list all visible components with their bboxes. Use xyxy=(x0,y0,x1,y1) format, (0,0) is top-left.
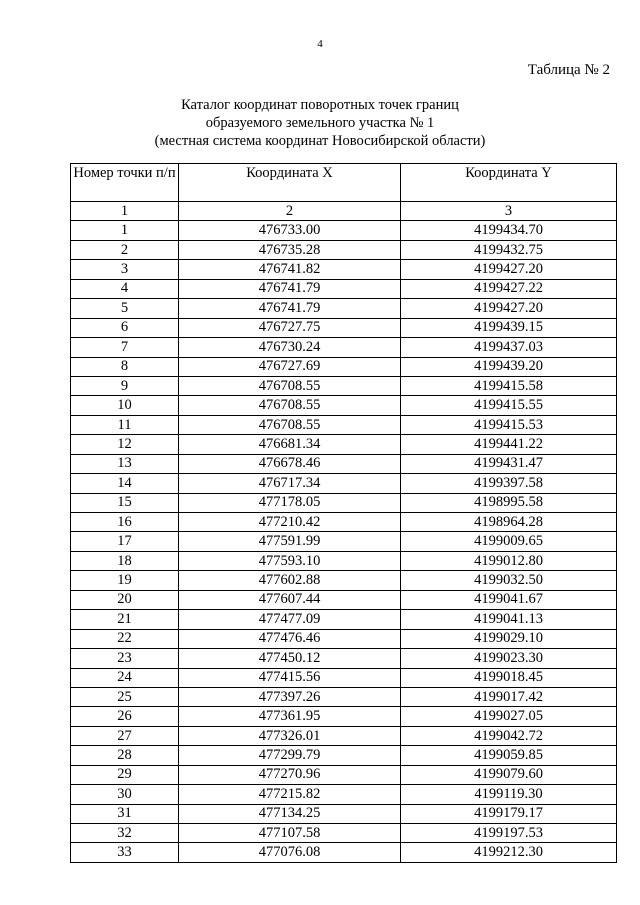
point-number-cell: 29 xyxy=(71,765,179,784)
table-row xyxy=(71,513,617,532)
coordinate-y-cell: 4199439.15 xyxy=(401,318,617,337)
coordinate-x-cell: 476735.28 xyxy=(179,240,401,259)
coordinate-y-cell: 4199017.42 xyxy=(401,687,617,706)
coordinate-x-cell: 477178.05 xyxy=(179,493,401,512)
coordinate-y-cell: 4199059.85 xyxy=(401,746,617,765)
header-coordinate-y: Координата Y xyxy=(401,164,617,202)
point-number-cell: 1 xyxy=(71,221,179,240)
table-row xyxy=(71,765,617,784)
coordinates-table xyxy=(70,163,617,863)
point-number-cell: 3 xyxy=(71,260,179,279)
table-row xyxy=(71,396,617,415)
coordinate-y-cell: 4199027.05 xyxy=(401,707,617,726)
coordinate-x-cell: 477270.96 xyxy=(179,765,401,784)
coordinate-x-cell: 477593.10 xyxy=(179,551,401,570)
point-number-cell: 9 xyxy=(71,376,179,395)
point-number-cell: 24 xyxy=(71,668,179,687)
coordinate-y-cell: 4199415.53 xyxy=(401,415,617,434)
table-row xyxy=(71,299,617,318)
table-row xyxy=(71,804,617,823)
table-row xyxy=(71,551,617,570)
coordinate-x-cell: 476681.34 xyxy=(179,435,401,454)
table-row xyxy=(71,824,617,843)
coordinate-y-cell: 4199009.65 xyxy=(401,532,617,551)
point-number-cell: 26 xyxy=(71,707,179,726)
coordinate-x-cell: 476741.79 xyxy=(179,279,401,298)
coordinate-y-cell: 4199119.30 xyxy=(401,785,617,804)
table-row xyxy=(71,474,617,493)
coordinate-y-cell: 4199397.58 xyxy=(401,474,617,493)
coordinate-x-cell: 477326.01 xyxy=(179,726,401,745)
table-row xyxy=(71,279,617,298)
table-row xyxy=(71,454,617,473)
coordinate-y-cell: 4199042.72 xyxy=(401,726,617,745)
coordinate-x-cell: 476717.34 xyxy=(179,474,401,493)
coordinate-x-cell: 477397.26 xyxy=(179,687,401,706)
point-number-cell: 20 xyxy=(71,590,179,609)
point-number-cell: 17 xyxy=(71,532,179,551)
table-row xyxy=(71,532,617,551)
table-row xyxy=(71,571,617,590)
table-row xyxy=(71,843,617,862)
point-number-cell: 4 xyxy=(71,279,179,298)
point-number-cell: 11 xyxy=(71,415,179,434)
document-title xyxy=(0,96,640,150)
coordinate-y-cell: 4199018.45 xyxy=(401,668,617,687)
table-row xyxy=(71,785,617,804)
coordinate-x-cell: 477591.99 xyxy=(179,532,401,551)
coordinate-y-cell: 4199197.53 xyxy=(401,824,617,843)
coordinate-x-cell: 477215.82 xyxy=(179,785,401,804)
point-number-cell: 12 xyxy=(71,435,179,454)
coordinate-y-cell: 4199212.30 xyxy=(401,843,617,862)
coordinate-y-cell: 4199427.20 xyxy=(401,260,617,279)
point-number-cell: 18 xyxy=(71,551,179,570)
coordinate-x-cell: 476727.69 xyxy=(179,357,401,376)
table-row xyxy=(71,240,617,259)
coordinate-y-cell: 4199415.58 xyxy=(401,376,617,395)
point-number-cell: 7 xyxy=(71,338,179,357)
coordinate-y-cell: 4199427.22 xyxy=(401,279,617,298)
point-number-cell: 19 xyxy=(71,571,179,590)
table-row xyxy=(71,629,617,648)
coordinate-x-cell: 476730.24 xyxy=(179,338,401,357)
coordinate-y-cell: 4198964.28 xyxy=(401,513,617,532)
title-line-3: (местная система координат Новосибирской области) xyxy=(154,133,486,149)
coordinate-y-cell: 4199427.20 xyxy=(401,299,617,318)
coordinate-x-cell: 477361.95 xyxy=(179,707,401,726)
coordinate-y-cell: 4199439.20 xyxy=(401,357,617,376)
table-row xyxy=(71,435,617,454)
point-number-cell: 27 xyxy=(71,726,179,745)
point-number-cell: 10 xyxy=(71,396,179,415)
point-number-cell: 14 xyxy=(71,474,179,493)
table-label: Таблица № 2 xyxy=(527,62,610,78)
table-row xyxy=(71,338,617,357)
coordinate-x-cell: 476708.55 xyxy=(179,376,401,395)
coordinate-y-cell: 4199012.80 xyxy=(401,551,617,570)
coordinate-y-cell: 4199041.67 xyxy=(401,590,617,609)
coordinate-y-cell: 4198995.58 xyxy=(401,493,617,512)
coordinate-y-cell: 4199432.75 xyxy=(401,240,617,259)
coordinate-x-cell: 476708.55 xyxy=(179,415,401,434)
header-coordinate-x: Координата X xyxy=(179,164,401,202)
point-number-cell: 8 xyxy=(71,357,179,376)
coordinate-y-cell: 4199032.50 xyxy=(401,571,617,590)
coordinate-x-cell: 477607.44 xyxy=(179,590,401,609)
column-index-cell: 1 xyxy=(71,202,179,221)
point-number-cell: 5 xyxy=(71,299,179,318)
coordinate-x-cell: 476741.82 xyxy=(179,260,401,279)
coordinate-x-cell: 477076.08 xyxy=(179,843,401,862)
coordinate-x-cell: 476727.75 xyxy=(179,318,401,337)
coordinate-y-cell: 4199029.10 xyxy=(401,629,617,648)
point-number-cell: 30 xyxy=(71,785,179,804)
table-row xyxy=(71,318,617,337)
coordinate-y-cell: 4199437.03 xyxy=(401,338,617,357)
coordinate-x-cell: 477602.88 xyxy=(179,571,401,590)
point-number-cell: 21 xyxy=(71,610,179,629)
column-index-cell: 3 xyxy=(401,202,617,221)
coordinate-x-cell: 476733.00 xyxy=(179,221,401,240)
table-row xyxy=(71,493,617,512)
page-number: 4 xyxy=(317,38,323,50)
coordinate-x-cell: 477415.56 xyxy=(179,668,401,687)
table-row xyxy=(71,707,617,726)
table-row xyxy=(71,668,617,687)
coordinate-y-cell: 4199441.22 xyxy=(401,435,617,454)
coordinate-x-cell: 477107.58 xyxy=(179,824,401,843)
title-line-2: образуемого земельного участка № 1 xyxy=(205,115,435,131)
point-number-cell: 31 xyxy=(71,804,179,823)
header-point-number: Номер точки п/п xyxy=(71,164,179,202)
coordinate-y-cell: 4199415.55 xyxy=(401,396,617,415)
table-row xyxy=(71,649,617,668)
point-number-cell: 25 xyxy=(71,687,179,706)
table-row xyxy=(71,357,617,376)
table-row xyxy=(71,221,617,240)
point-number-cell: 32 xyxy=(71,824,179,843)
point-number-cell: 33 xyxy=(71,843,179,862)
coordinate-y-cell: 4199041.13 xyxy=(401,610,617,629)
table-row xyxy=(71,746,617,765)
table-row xyxy=(71,260,617,279)
table-row xyxy=(71,590,617,609)
coordinate-y-cell: 4199023.30 xyxy=(401,649,617,668)
column-index-row xyxy=(71,202,617,221)
table-row xyxy=(71,415,617,434)
point-number-cell: 23 xyxy=(71,649,179,668)
point-number-cell: 2 xyxy=(71,240,179,259)
point-number-cell: 22 xyxy=(71,629,179,648)
coordinate-x-cell: 477210.42 xyxy=(179,513,401,532)
table-body xyxy=(71,202,617,863)
title-line-1: Каталог координат поворотных точек границ xyxy=(181,97,459,113)
table-row xyxy=(71,687,617,706)
table-row xyxy=(71,610,617,629)
table-row xyxy=(71,376,617,395)
point-number-cell: 13 xyxy=(71,454,179,473)
point-number-cell: 6 xyxy=(71,318,179,337)
point-number-cell: 15 xyxy=(71,493,179,512)
coordinate-x-cell: 476678.46 xyxy=(179,454,401,473)
coordinate-y-cell: 4199431.47 xyxy=(401,454,617,473)
coordinate-x-cell: 477450.12 xyxy=(179,649,401,668)
coordinate-y-cell: 4199179.17 xyxy=(401,804,617,823)
table-row xyxy=(71,726,617,745)
coordinate-x-cell: 477299.79 xyxy=(179,746,401,765)
coordinate-x-cell: 476741.79 xyxy=(179,299,401,318)
point-number-cell: 16 xyxy=(71,513,179,532)
header-row xyxy=(71,164,617,202)
coordinate-x-cell: 477476.46 xyxy=(179,629,401,648)
coordinate-y-cell: 4199434.70 xyxy=(401,221,617,240)
coordinate-x-cell: 477134.25 xyxy=(179,804,401,823)
coordinate-x-cell: 477477.09 xyxy=(179,610,401,629)
point-number-cell: 28 xyxy=(71,746,179,765)
coordinate-x-cell: 476708.55 xyxy=(179,396,401,415)
column-index-cell: 2 xyxy=(179,202,401,221)
coordinate-y-cell: 4199079.60 xyxy=(401,765,617,784)
